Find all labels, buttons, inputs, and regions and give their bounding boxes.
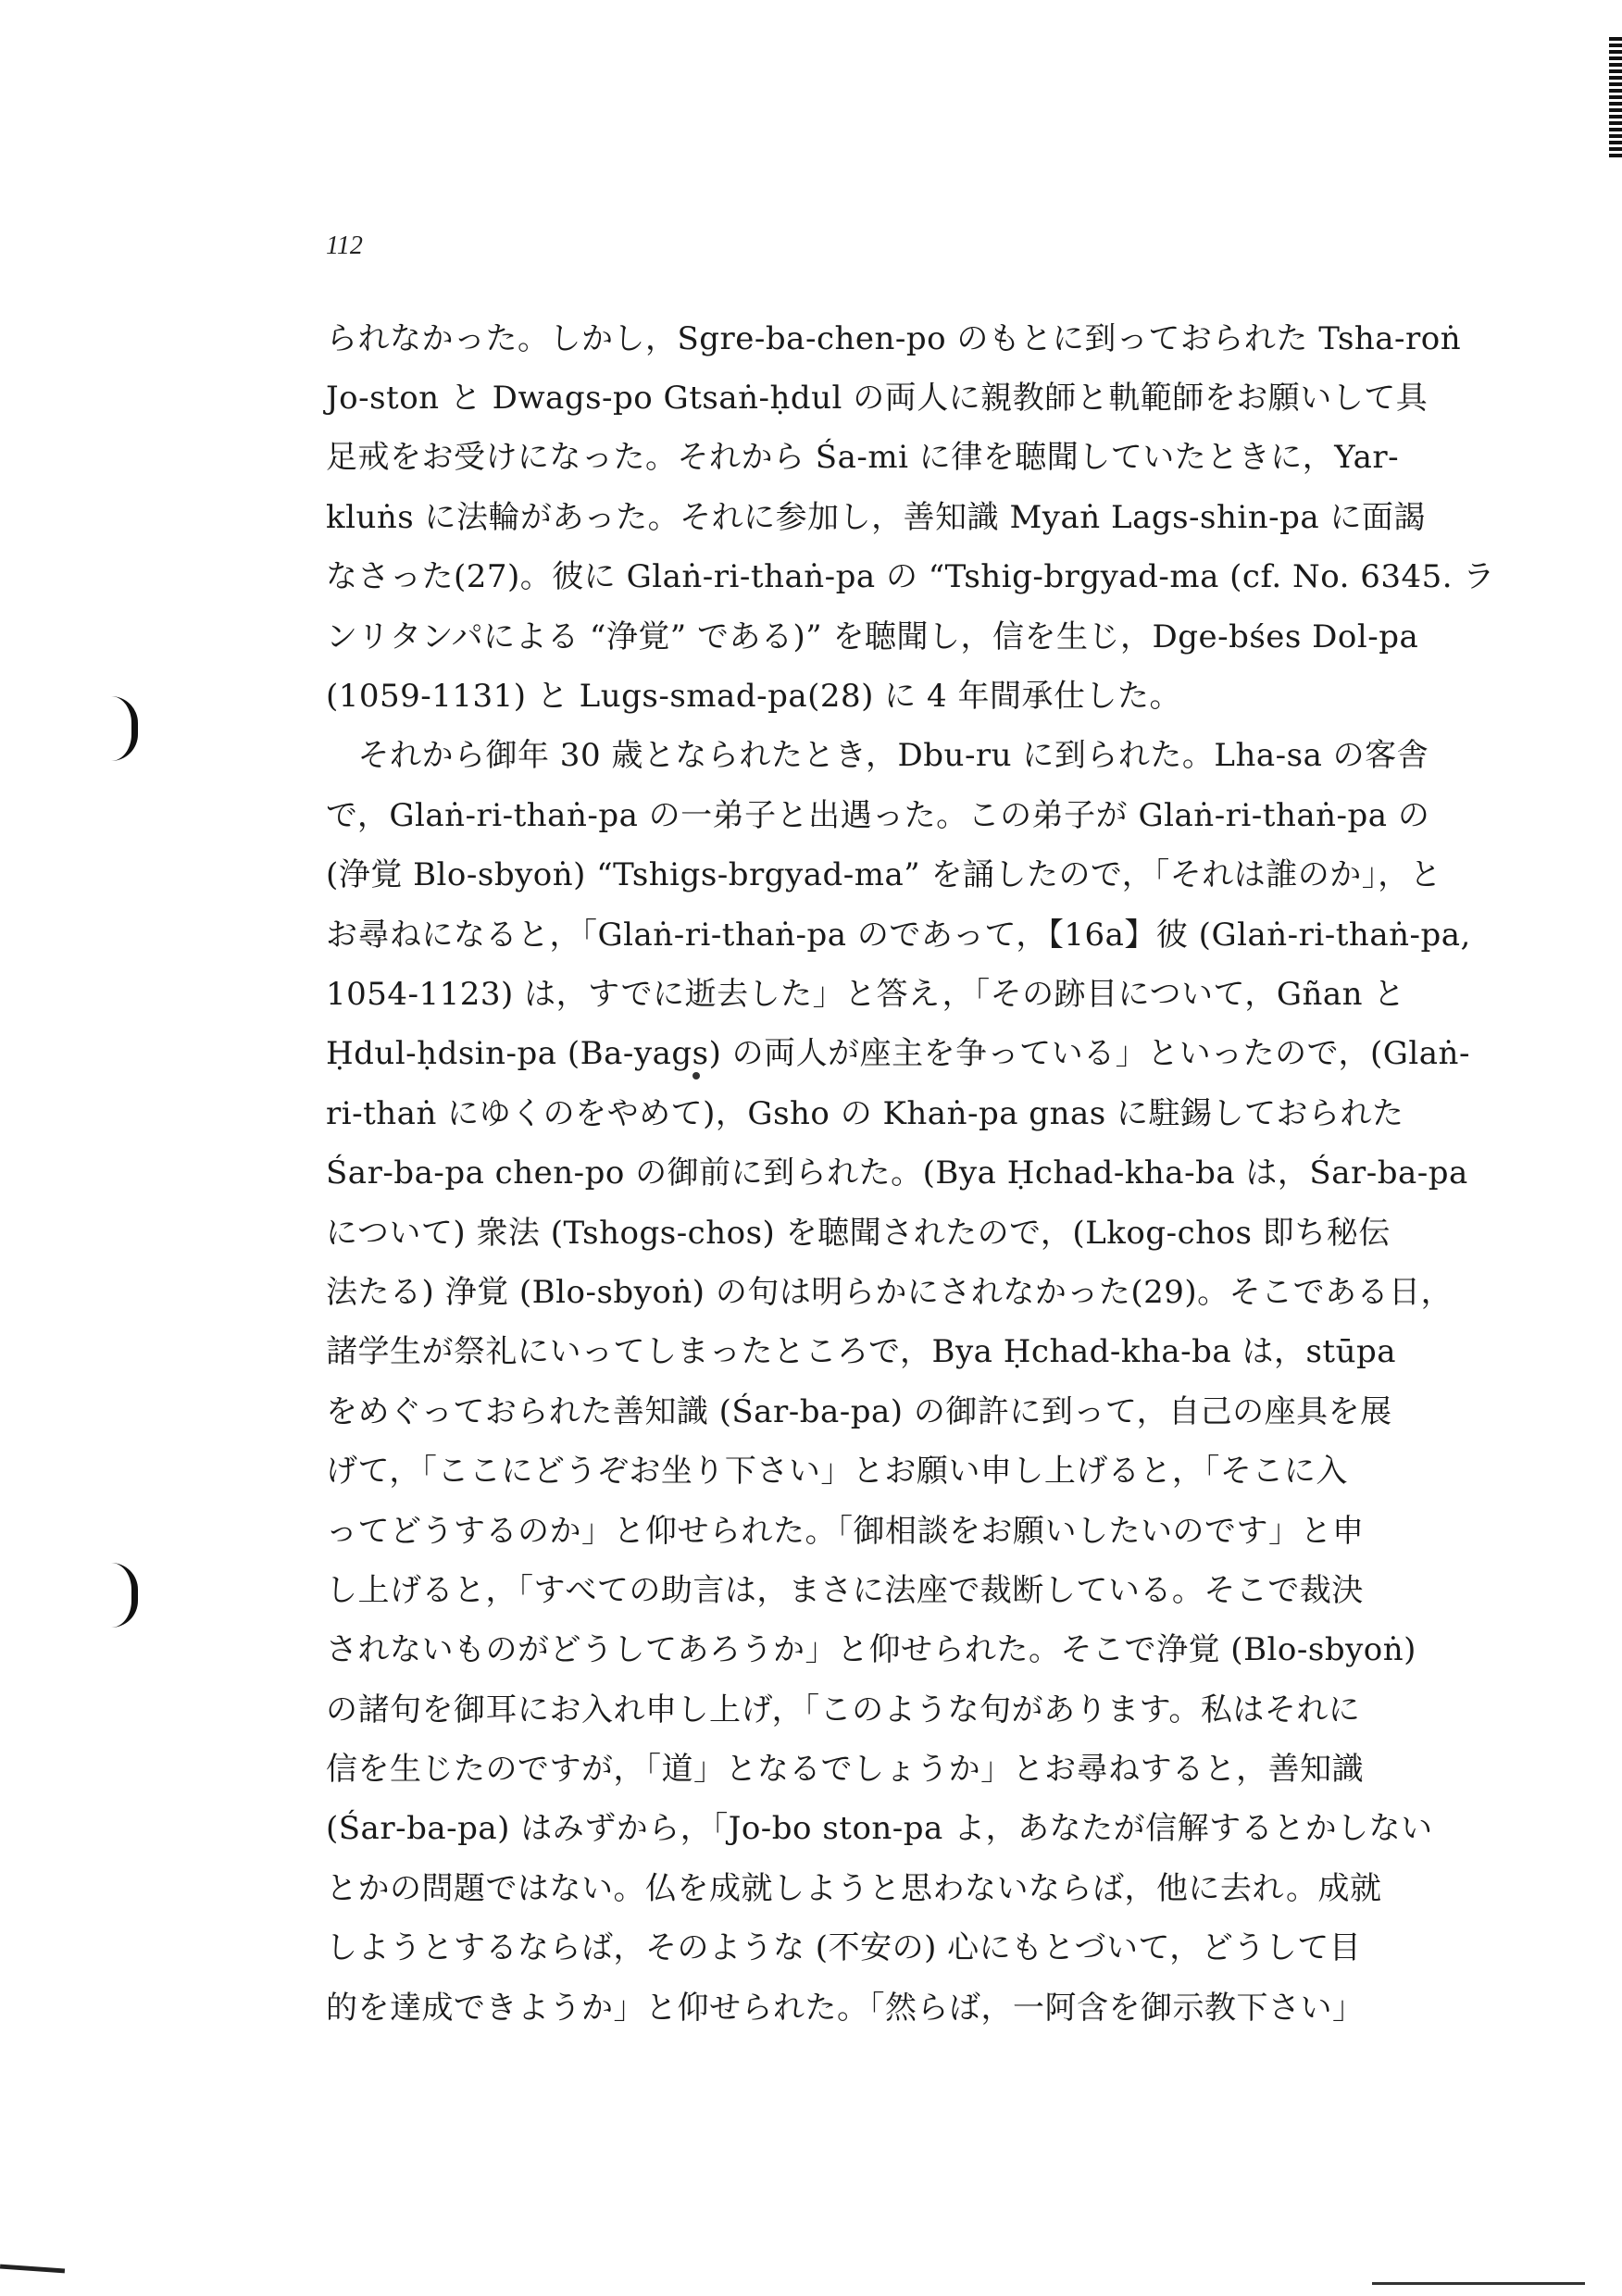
body-text — [326, 306, 1495, 2034]
text-line: Śar-ba-pa chen-po の御前に到られた。(Bya Ḥchad-kha-ba は，Śar-ba-pa — [326, 1154, 1468, 1192]
text-line: それから御年 30 歳となられたとき，Dbu-ru に到られた。Lha-sa の客舎 — [326, 737, 1429, 775]
text-line: ンリタンパによる “浄覚” である)” を聴聞し，信を生じ，Dge-bśes Dol-pa — [326, 618, 1419, 655]
text-line: の諸句を御耳にお入れ申し上げ，「このような句があります。私はそれに — [326, 1691, 1361, 1728]
text-line: kluṅs に法輪があった。それに参加し，善知識 Myaṅ Lags-shin-pa に面謁 — [326, 498, 1426, 536]
text-line: ri-thaṅ にゆくのをやめて)，Gsho の Khaṅ-pa gnas に駐錫しておられた — [326, 1094, 1404, 1132]
text-line: ってどうするのか」と仰せられた。「御相談をお願いしたいのです」と申 — [326, 1512, 1365, 1550]
text-line: (浄覚 Blo-sbyoṅ) “Tshigs-brgyad-ma” を誦したので，「それは誰のか」，と — [326, 856, 1442, 894]
text-line: 1054-1123) は，すでに逝去した」と答え，「その跡目について，Gñan と — [326, 975, 1405, 1013]
text-line: し上げると，「すべての助言は，まさに法座で裁断している。そこで裁決 — [326, 1571, 1364, 1609]
binding-hole-mark-lower — [111, 1563, 138, 1628]
text-line: 的を達成できようか」と仰せられた。「然らば，一阿含を御示教下さい」 — [326, 1989, 1365, 2027]
text-line: 信を生じたのですが，「道」となるでしょうか」とお尋ねすると，善知識 — [326, 1751, 1365, 1789]
text-line: (1059-1131) と Lugs-smad-pa(28) に 4 年間承仕した。 — [326, 678, 1181, 716]
page-number: 112 — [326, 231, 363, 260]
scan-mark-bottom-left — [0, 2265, 65, 2274]
text-line: げて，「ここにどうぞお坐り下さい」とお願い申し上げると，「そこに入 — [326, 1453, 1348, 1491]
binding-hole-mark-upper — [111, 696, 138, 761]
scan-edge-mark — [1609, 37, 1622, 157]
text-line: なさった(27)。彼に Glaṅ-ri-thaṅ-pa の “Tshig-brgyad-ma (cf. No. 6345. ラ — [326, 558, 1495, 596]
text-line: (Śar-ba-pa) はみずから，「Jo-bo ston-pa よ，あなたが信解するとかしない — [326, 1810, 1433, 1848]
text-line: されないものがどうしてあろうか」と仰せられた。そこで浄覚 (Blo-sbyoṅ) — [326, 1631, 1416, 1669]
text-line: Jo-ston と Dwags-po Gtsaṅ-ḥdul の両人に親教師と軌範師をお願いして具 — [326, 380, 1429, 418]
text-line: られなかった。しかし，Sgre-ba-chen-po のもとに到っておられた Tsha-roṅ — [326, 319, 1462, 357]
text-line: しようとするならば，そのような (不安の) 心にもとづいて，どうして目 — [326, 1929, 1362, 1967]
text-line: について) 衆法 (Tshogs-chos) を聴聞されたので，(Lkog-chos 即ち秘伝 — [326, 1214, 1391, 1252]
text-line: 足戒をお受けになった。それから Śa-mi に律を聴聞していたときに，Yar- — [326, 439, 1400, 477]
text-line: お尋ねになると，「Glaṅ-ri-thaṅ-pa のであって，【16a】彼 (Glaṅ-ri-thaṅ-pa, — [326, 916, 1471, 954]
text-line: 諸学生が祭礼にいってしまったところで，Bya Ḥchad-kha-ba は，stūpa — [326, 1333, 1397, 1371]
text-line: 法たる) 浄覚 (Blo-sbyoṅ) の句は明らかにされなかった(29)。そこである日， — [326, 1273, 1454, 1311]
scan-line-bottom-right — [1372, 2282, 1585, 2285]
text-line: をめぐっておられた善知識 (Śar-ba-pa) の御許に到って，自己の座具を展 — [326, 1392, 1392, 1430]
text-line: とかの問題ではない。仏を成就しようと思わないならば，他に去れ。成就 — [326, 1869, 1382, 1907]
text-line: で，Glaṅ-ri-thaṅ-pa の一弟子と出遇った。この弟子が Glaṅ-ri-thaṅ-pa の — [326, 796, 1430, 834]
text-line: Ḥdul-ḥdsin-pa (Ba-yags) の両人が座主を争っている」といったので，(Glaṅ- — [326, 1035, 1470, 1073]
